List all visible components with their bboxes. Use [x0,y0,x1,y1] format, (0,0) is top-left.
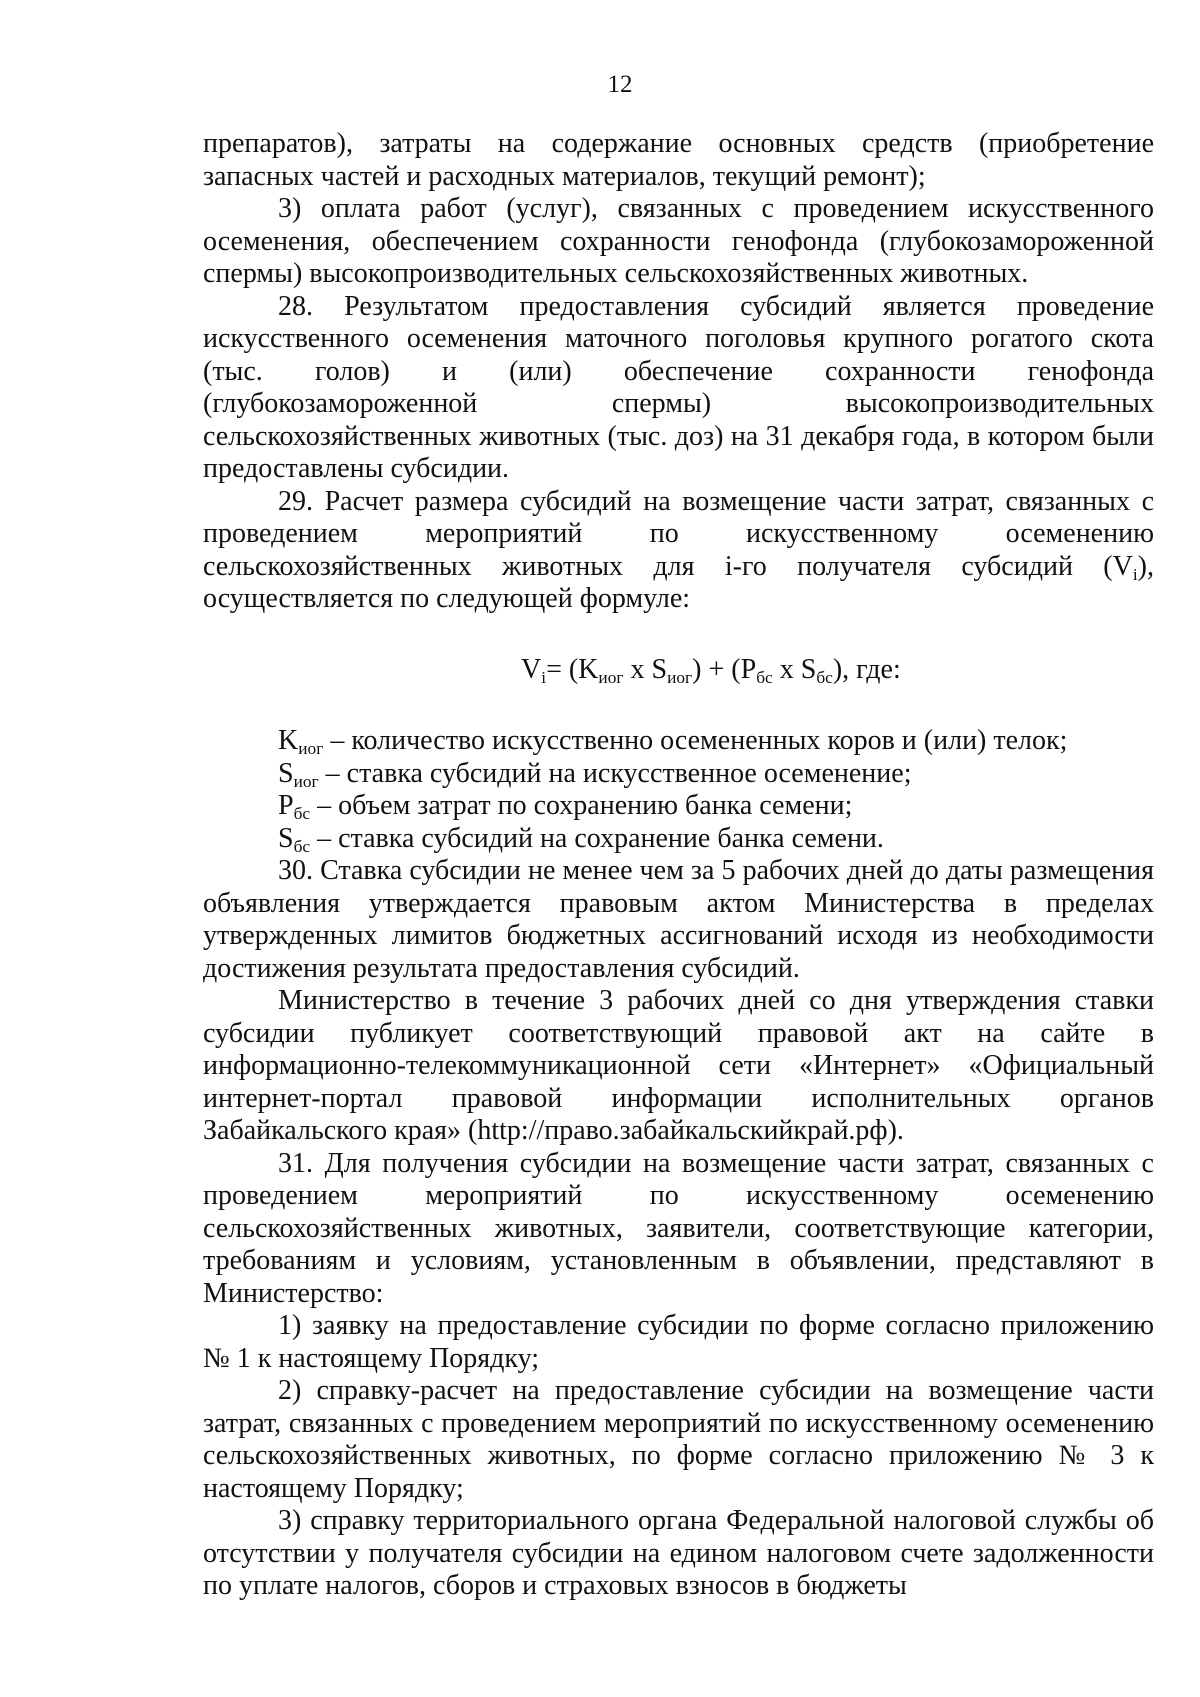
formula-definition: $K_{иог}$ – количество искусственно осемененных коров и (или) телок; [278,725,1068,758]
paragraph: 30. Ставка субсидии не менее чем за 5 рабочих дней до даты размещения объявления утверждается правовым актом Министерства в пределах утвержденных лимитов бюджетных ассигнований исходя из необходимости достижения результата предоставления субсидий. [203,855,1154,984]
formula-definition: $P_{бс}$ – объем затрат по сохранению банка семени; [278,790,853,823]
paragraph: Министерство в течение 3 рабочих дней со дня утверждения ставки субсидии публикует соответствующий правовой акт на сайте в информационно-телекоммуникационной сети «Интернет» «Официальный интернет-портал правовой информации исполнительных органов Забайкальского края» (http://право.забайкальскийкрай.рф). [203,985,1154,1146]
formula-definition: $S_{иог}$ – ставка субсидий на искусственное осеменение; [278,757,912,791]
paragraph: 28. Результатом предоставления субсидий является проведение искусственного осеменения маточного поголовья крупного рогатого скота (тыс. голов) и (или) обеспечение сохранности генофонда (глубокозамороженной спермы) высокопроизводительных сельскохозяйственных животных (тыс. доз) на 31 декабря года, в котором были предоставлены субсидии. [203,290,1154,484]
paragraph: 3) справку территориального органа Федеральной налоговой службы об отсутствии у получателя субсидии на едином налоговом счете задолженности по уплате налогов, сборов и страховых взносов в бюджеты [203,1505,1154,1601]
paragraph: 3) оплата работ (услуг), связанных с проведением искусственного осеменения, обеспечением сохранности генофонда (глубокозамороженной спермы) высокопроизводительных сельскохозяйственных животных. [203,193,1154,289]
formula-definition: $S_{бс}$ – ставка субсидий на сохранение банка семени. [278,822,884,856]
paragraph: 1) заявку на предоставление субсидии по форме согласно приложению № 1 к настоящему Порядку; [203,1310,1154,1374]
page-number: 12 [607,71,633,98]
formula: $V_i= (K_{иог}$ x $S_{иог}) + (P_{бс}$ x $S_{бс}$), где: [521,653,901,687]
paragraph: 29. Расчет размера субсидий на возмещение части затрат, связанных с проведением мероприятий по искусственному осеменению сельскохозяйственных животных для i-го получателя субсидий $(V_i)$, осуществляется по следующей формуле: [203,485,1154,614]
document-body [203,128,1154,1603]
paragraph: 31. Для получения субсидии на возмещение части затрат, связанных с проведением мероприятий по искусственному осеменению сельскохозяйственных животных, заявители, соответствующие категории, требованиям и условиям, установленным в объявлении, представляют в Министерство: [203,1147,1154,1309]
paragraph: препаратов), затраты на содержание основных средств (приобретение запасных частей и расходных материалов, текущий ремонт); [203,128,1154,192]
paragraph: 2) справку-расчет на предоставление субсидии на возмещение части затрат, связанных с проведением мероприятий по искусственному осеменению сельскохозяйственных животных, по форме согласно приложению № 3 к настоящему Порядку; [203,1375,1154,1504]
